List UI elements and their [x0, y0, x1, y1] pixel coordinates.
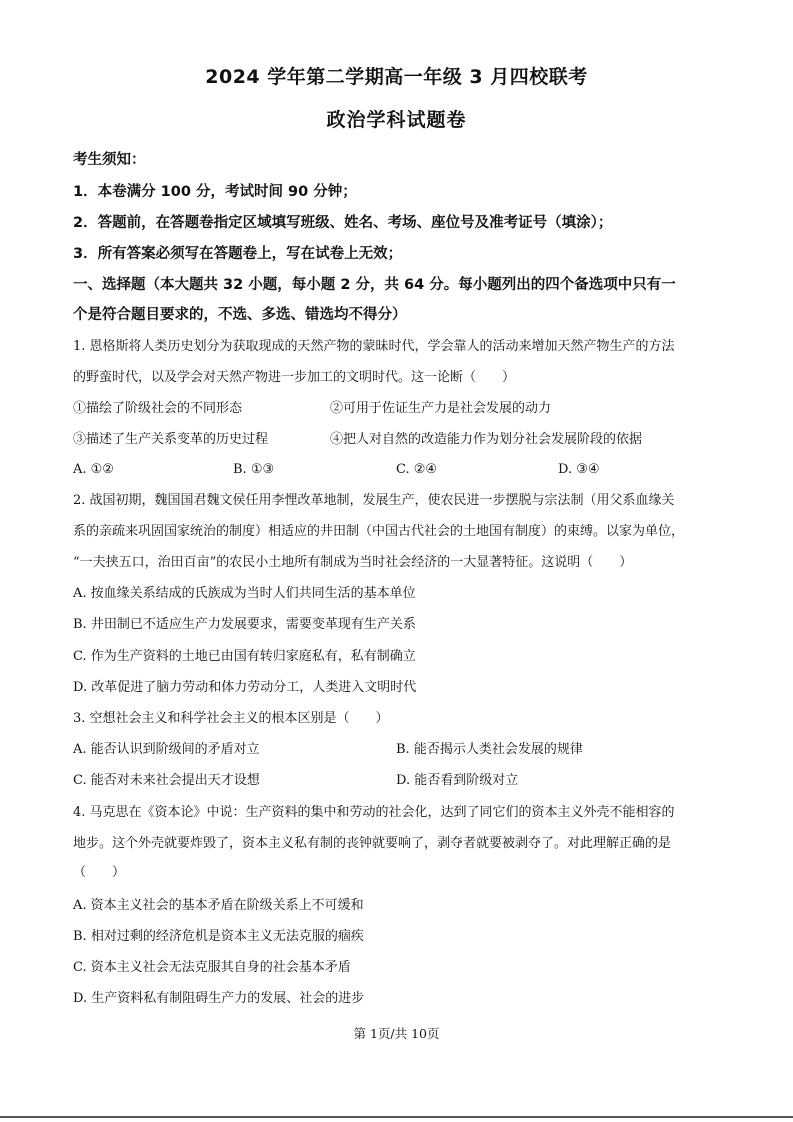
q1-option-c: C. ②④: [396, 462, 438, 477]
q3-option-a: A. 能否认识到阶级间的矛盾对立: [73, 742, 260, 757]
q1-option-a: A. ①②: [73, 462, 114, 477]
q4-stem-line-3: （ ）: [73, 865, 126, 880]
exam-subtitle: 政治学科试题卷: [326, 109, 467, 131]
q1-statement-2: ②可用于佐证生产力是社会发展的动力: [330, 401, 552, 416]
q1-statement-4: ④把人对自然的改造能力作为划分社会发展阶段的依据: [330, 432, 643, 447]
page-number: 第 1页/共 10页: [353, 1026, 440, 1041]
q1-stem-line-2: 的野蛮时代，以及学会对天然产物进一步加工的文明时代。这一论断（ ）: [73, 370, 516, 385]
q3-option-c: C. 能否对未来社会提出天才设想: [73, 773, 260, 788]
q3-option-b: B. 能否揭示人类社会发展的规律: [396, 742, 583, 757]
notice-heading: 考生须知：: [73, 152, 146, 168]
q4-option-b: B. 相对过剩的经济危机是资本主义无法克服的痼疾: [73, 929, 364, 944]
q4-option-c: C. 资本主义社会无法克服其自身的社会基本矛盾: [73, 960, 351, 975]
q3-stem: 3. 空想社会主义和科学社会主义的根本区别是（ ）: [73, 711, 389, 726]
bottom-divider: [0, 1116, 793, 1118]
q2-option-c: C. 作为生产资料的土地已由国有转归家庭私有，私有制确立: [73, 649, 416, 664]
exam-title: 2024 学年第二学期高一年级 3 月四校联考: [205, 66, 588, 88]
q1-statement-1: ①描绘了阶级社会的不同形态: [73, 401, 243, 416]
notice-item-3: 3．所有答案必须写在答题卷上，写在试卷上无效；: [73, 246, 403, 262]
q2-option-a: A. 按血缘关系结成的氏族成为当时人们共同生活的基本单位: [73, 586, 416, 601]
q1-stem-line-1: 1. 恩格斯将人类历史划分为获取现成的天然产物的蒙昧时代，学会靠人的活动来增加天然产物生产的方法: [73, 339, 675, 354]
section-heading-line-1: 一、选择题（本大题共 32 小题，每小题 2 分，共 64 分。每小题列出的四个备选项中只有一: [73, 277, 676, 293]
q4-option-d: D. 生产资料私有制阻碍生产力的发展、社会的进步: [73, 991, 365, 1006]
notice-item-2: 2．答题前，在答题卷指定区域填写班级、姓名、考场、座位号及准考证号（填涂）；: [73, 215, 613, 231]
q2-stem-line-1: 2. 战国初期，魏国国君魏文侯任用李悝改革地制，发展生产，使农民进一步摆脱与宗法制（用父系血缘关: [73, 493, 675, 508]
q2-option-b: B. 井田制已不适应生产力发展要求，需要变革现有生产关系: [73, 617, 416, 632]
q4-stem-line-1: 4. 马克思在《资本论》中说：生产资料的集中和劳动的社会化，达到了同它们的资本主义外壳不能相容的: [73, 805, 675, 820]
q1-option-b: B. ①③: [233, 462, 275, 477]
q4-stem-line-2: 地步。这个外壳就要炸毁了，资本主义私有制的丧钟就要响了，剥夺者就要被剥夺了。对此理解正确的是: [73, 836, 672, 851]
notice-item-1: 1．本卷满分 100 分，考试时间 90 分钟；: [73, 184, 357, 200]
q2-stem-line-2: 系的亲疏来巩固国家统治的制度）相适应的井田制（中国古代社会的土地国有制度）的束缚。以家为单位，: [73, 524, 685, 539]
q2-option-d: D. 改革促进了脑力劳动和体力劳动分工，人类进入文明时代: [73, 680, 417, 695]
section-heading-line-2: 个是符合题目要求的，不选、多选、错选均不得分）: [73, 307, 407, 323]
q1-statement-3: ③描述了生产关系变革的历史过程: [73, 432, 269, 447]
q4-option-a: A. 资本主义社会的基本矛盾在阶级关系上不可缓和: [73, 898, 364, 913]
q3-option-d: D. 能否看到阶级对立: [396, 773, 519, 788]
q2-stem-line-3: “一夫挟五口，治田百亩”的农民小土地所有制成为当时社会经济的一大显著特征。这说明（ ）: [73, 555, 633, 570]
q1-option-d: D. ③④: [558, 462, 600, 477]
